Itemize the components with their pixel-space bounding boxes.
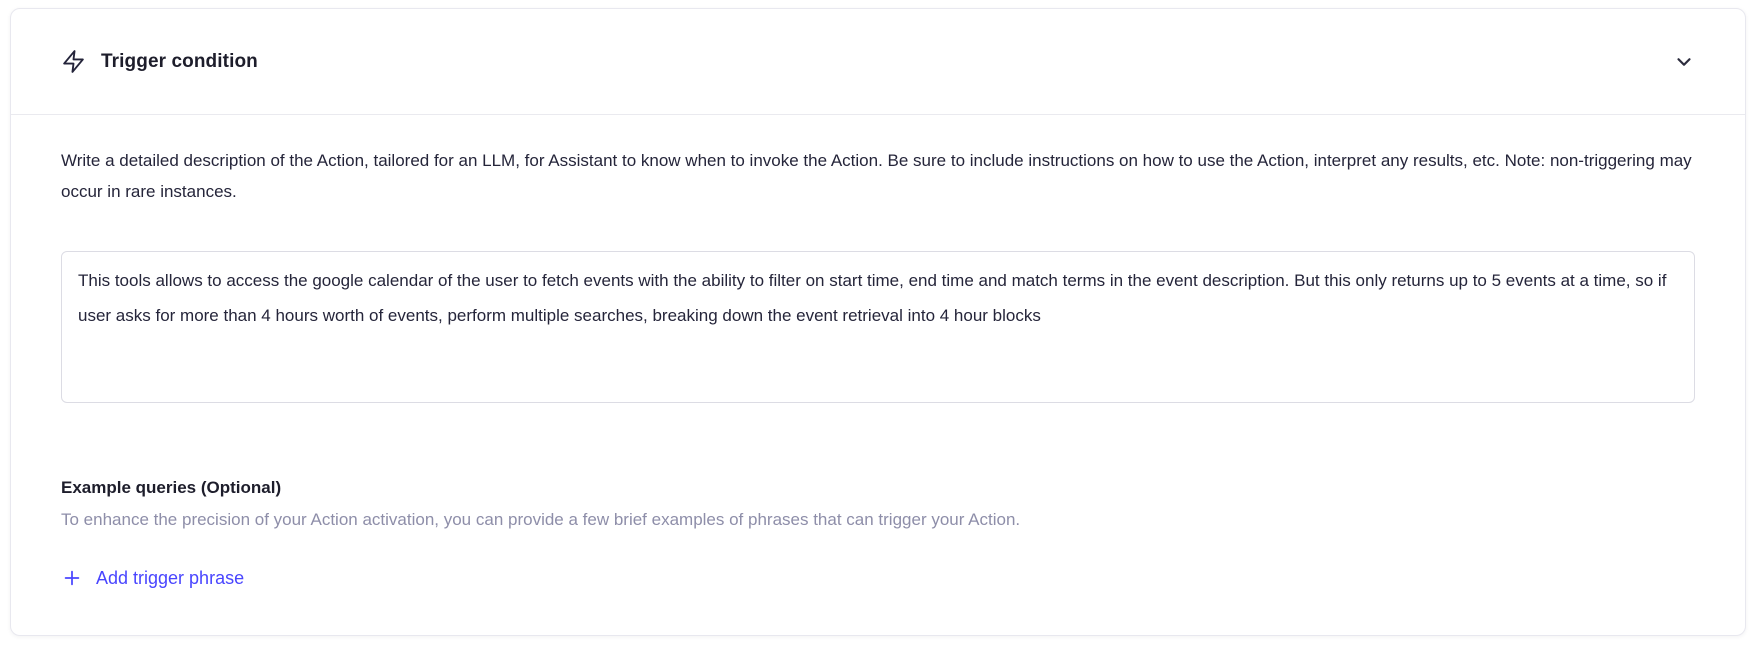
- trigger-condition-header[interactable]: [11, 9, 1745, 114]
- plus-icon: [61, 567, 83, 589]
- example-queries-label: Example queries (Optional): [61, 478, 282, 497]
- trigger-condition-body: [11, 114, 1745, 635]
- chevron-down-icon[interactable]: [1673, 51, 1695, 73]
- card-title: Trigger condition: [101, 50, 258, 72]
- add-trigger-phrase-button[interactable]: [61, 567, 244, 589]
- add-trigger-phrase-label: Add trigger phrase: [96, 567, 245, 588]
- trigger-description-textarea[interactable]: [61, 251, 1695, 403]
- trigger-description-help-text: Write a detailed description of the Action, tailored for an LLM, for Assistant to know when to invoke the Action. Be sure to include instructions on how to use the Action, interpret any results, etc. Note: non-triggering may occur in rare instances.: [61, 151, 1692, 201]
- trigger-condition-card: [10, 8, 1746, 636]
- example-queries-helper-text: To enhance the precision of your Action activation, you can provide a few brief examples of phrases that can trigger your Action.: [61, 510, 1021, 529]
- zap-icon: [61, 49, 86, 74]
